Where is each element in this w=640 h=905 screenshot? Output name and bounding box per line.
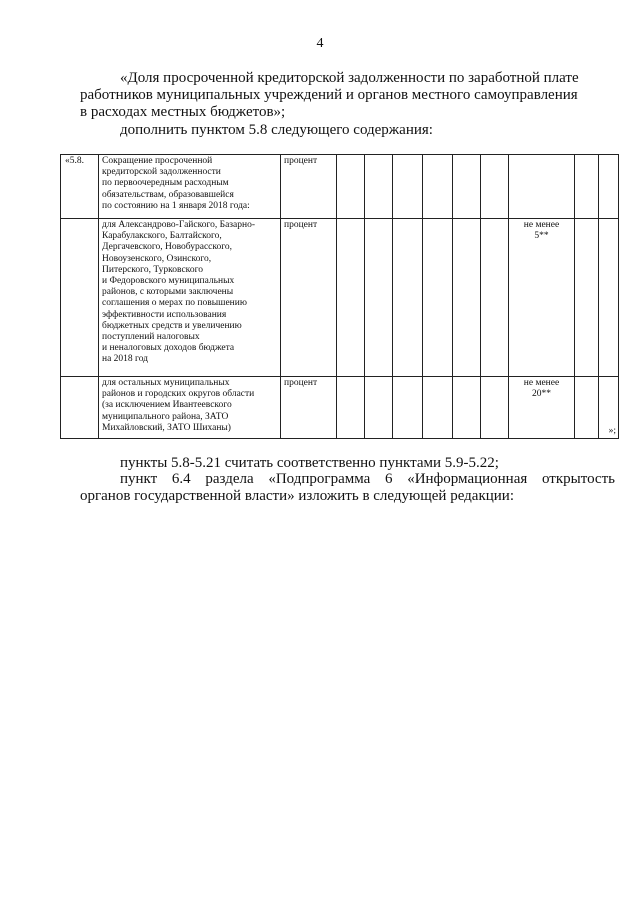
unit-cell: процент xyxy=(281,219,337,377)
indicator-name: для Александрово-Гайского, Базарно- Карабулакского, Балтайского, Дергачевского, Новобурасского, Новоузенского, Озинского, Питерского, Турковского и Федоровского муниципальных районов, с которыми заключены соглашения о мерах по повышению эффективности использования бюджетных средств и увеличению поступлений налоговых и неналоговых доходов бюджета на 2018 год xyxy=(99,219,281,377)
text-line: работников муниципальных учреждений и органов местного самоуправления xyxy=(80,87,578,103)
empty-cell xyxy=(453,219,481,377)
text-line: «Доля просроченной кредиторской задолженности по заработной плате xyxy=(120,70,579,86)
empty-cell xyxy=(481,155,509,219)
empty-cell xyxy=(337,155,365,219)
empty-cell xyxy=(509,155,575,219)
table-row xyxy=(61,219,619,377)
closing-quote: »; xyxy=(599,377,619,439)
empty-cell xyxy=(423,377,453,439)
empty-cell xyxy=(393,377,423,439)
empty-cell xyxy=(365,377,393,439)
row-number: «5.8. xyxy=(61,155,99,219)
empty-cell xyxy=(393,219,423,377)
text-line: пункт 6.4 раздела «Подпрограмма 6 «Информационная открытость xyxy=(120,471,615,487)
text-line: органов государственной власти» изложить в следующей редакции: xyxy=(80,488,514,504)
paragraph-item-6-4 xyxy=(80,471,615,505)
empty-cell xyxy=(575,377,599,439)
empty-cell xyxy=(423,219,453,377)
empty-cell xyxy=(423,155,453,219)
row-number xyxy=(61,219,99,377)
target-value: не менее 5** xyxy=(509,219,575,377)
empty-cell xyxy=(453,377,481,439)
paragraph-indicator-quote xyxy=(80,70,615,121)
empty-cell xyxy=(393,155,423,219)
empty-cell xyxy=(599,155,619,219)
paragraph-renumber: пункты 5.8-5.21 считать соответственно пунктами 5.9-5.22; xyxy=(120,455,499,471)
indicator-table xyxy=(60,154,619,439)
empty-cell xyxy=(481,219,509,377)
row-number xyxy=(61,377,99,439)
target-value: не менее 20** xyxy=(509,377,575,439)
unit-cell: процент xyxy=(281,155,337,219)
unit-cell: процент xyxy=(281,377,337,439)
empty-cell xyxy=(481,377,509,439)
empty-cell xyxy=(575,155,599,219)
empty-cell xyxy=(337,377,365,439)
paragraph-supplement: дополнить пунктом 5.8 следующего содержания: xyxy=(120,122,433,138)
empty-cell xyxy=(453,155,481,219)
page-number: 4 xyxy=(316,36,324,51)
empty-cell xyxy=(365,219,393,377)
indicator-name: для остальных муниципальных районов и городских округов области (за исключением Ивантеевского муниципального района, ЗАТО Михайловский, ЗАТО Шиханы) xyxy=(99,377,281,439)
text-line: в расходах местных бюджетов»; xyxy=(80,104,286,120)
table-row xyxy=(61,155,619,219)
empty-cell xyxy=(337,219,365,377)
empty-cell xyxy=(599,219,619,377)
indicator-name: Сокращение просроченной кредиторской задолженности по первоочередным расходным обязательствам, образовавшейся по состоянию на 1 января 2018 года: xyxy=(99,155,281,219)
table-row xyxy=(61,377,619,439)
empty-cell xyxy=(575,219,599,377)
empty-cell xyxy=(365,155,393,219)
